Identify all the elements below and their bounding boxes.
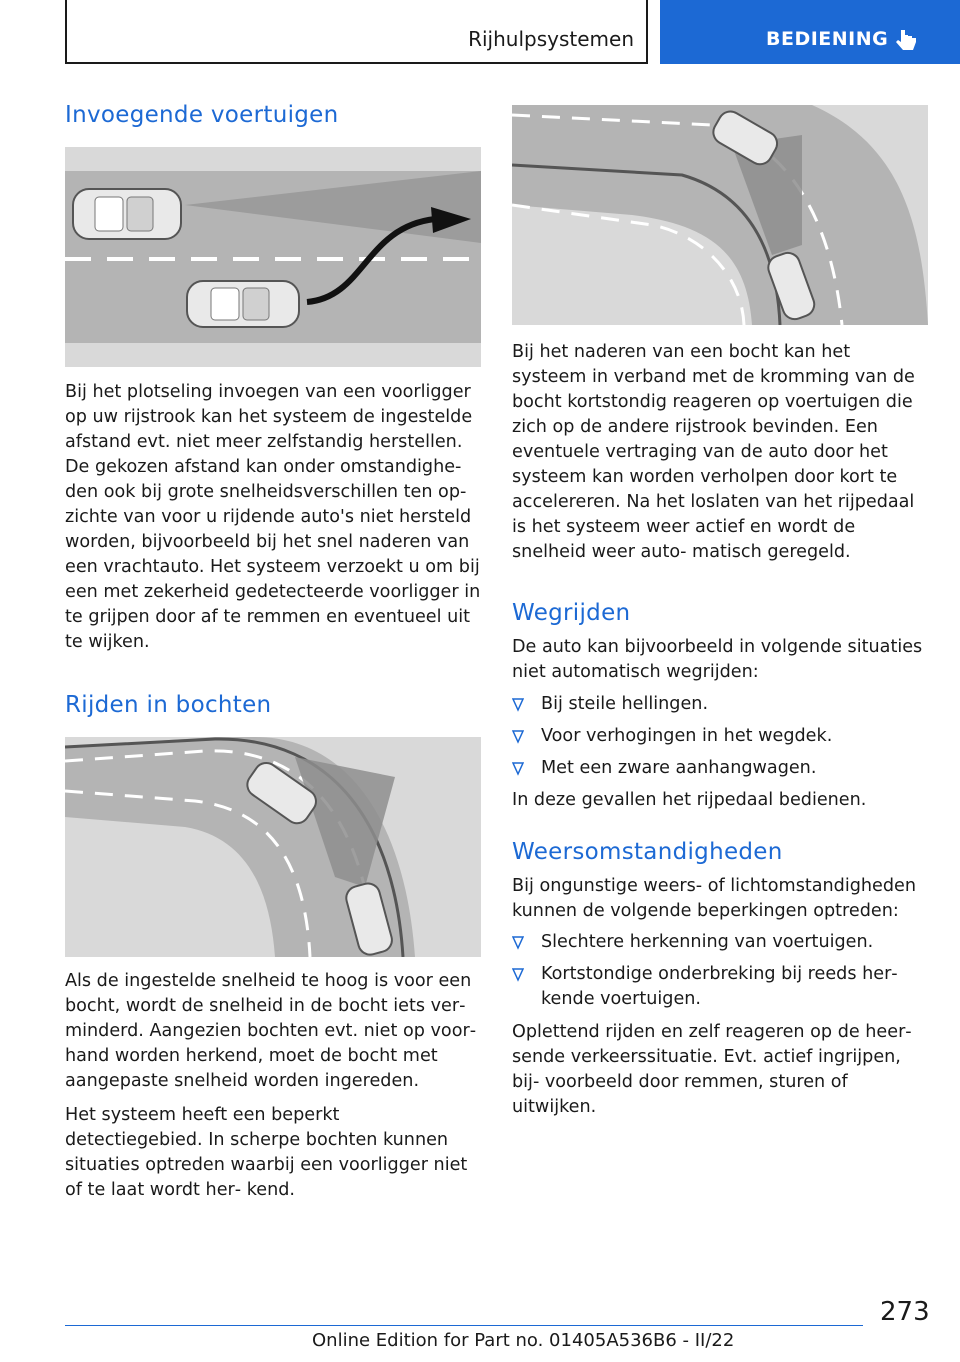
list-item-text: Voor verhogingen in het wegdek. xyxy=(541,726,833,746)
paragraph-detection-area: Het systeem heeft een beperkt detectiegebied. In scherpe bochten kunnen situaties optreden waarbij een voorligger niet of te laat wordt her‐ kend. xyxy=(65,1105,468,1200)
page-number: 273 xyxy=(880,1297,930,1327)
heading-invoegende-voertuigen: Invoegende voertuigen xyxy=(65,102,339,128)
triangle-bullet-icon xyxy=(512,936,524,950)
figure-merging-vehicle xyxy=(65,147,481,367)
list-item-text: Slechtere herkenning van voertuigen. xyxy=(541,932,874,952)
list-item-text: Bij steile hellingen. xyxy=(541,694,709,714)
paragraph-attentive-driving: Oplettend rijden en zelf reageren op de heer‐ sende verkeerssituatie. Evt. actief ingrijpen, bij‐ voorbeeld door remmen, sturen of uitwijken. xyxy=(512,1022,912,1117)
triangle-bullet-icon xyxy=(512,968,524,982)
hand-pointer-icon xyxy=(895,28,921,54)
header-chapter-title: BEDIENING xyxy=(766,28,889,50)
figure-curve-driving xyxy=(65,737,481,957)
paragraph-curve-other-lane: Bij het naderen van een bocht kan het systeem in verband met de kromming van de bocht kortstondig reageren op voertuigen die zich op de andere rijstrook bevinden. Een eventuele vertraging van de auto door het systeem kan worden verholpen door kort te accelereren. Na het loslaten van het rijpedaal is het systeem weer actief en wordt de snelheid weer auto‐ matisch geregeld. xyxy=(512,342,915,562)
list-item xyxy=(512,962,928,1012)
paragraph-wegrijden-intro: De auto kan bijvoorbeeld in volgende situaties niet automatisch wegrijden: xyxy=(512,637,923,682)
list-item-text: Kortstondige onderbreking bij reeds her‐ kende voertuigen. xyxy=(541,964,898,1009)
triangle-bullet-icon xyxy=(512,698,524,712)
triangle-bullet-icon xyxy=(512,762,524,776)
heading-wegrijden: Wegrijden xyxy=(512,600,631,626)
list-item-text: Met een zware aanhangwagen. xyxy=(541,758,817,778)
paragraph-curve-speed: Als de ingestelde snelheid te hoog is voor een bocht, wordt de snelheid in de bocht iets ver‐ minderd. Aangezien bochten evt. niet op voor‐ hand worden herkend, moet de bocht met aangepaste snelheid worden ingereden. xyxy=(65,971,477,1091)
car-icon xyxy=(187,281,299,327)
list-item xyxy=(512,724,928,749)
paragraph-weather-intro: Bij ongunstige weers- of lichtomstandigheden kunnen de volgende beperkingen optreden: xyxy=(512,876,917,921)
list-item xyxy=(512,756,928,781)
list-item xyxy=(512,930,928,955)
footer-edition: Online Edition for Part no. 01405A536B6 - II/22 xyxy=(312,1330,735,1351)
header-section-title: Rijhulpsystemen xyxy=(468,27,634,51)
heading-weersomstandigheden: Weersomstandigheden xyxy=(512,839,783,865)
heading-rijden-in-bochten: Rijden in bochten xyxy=(65,692,272,718)
triangle-bullet-icon xyxy=(512,730,524,744)
paragraph-pedal: In deze gevallen het rijpedaal bedienen. xyxy=(512,790,867,810)
list-wegrijden xyxy=(512,692,928,788)
list-weather xyxy=(512,930,928,1019)
list-item xyxy=(512,692,928,717)
paragraph-merging: Bij het plotseling invoegen van een voorligger op uw rijstrook kan het systeem de ingestelde afstand evt. niet meer zelfstandig herstellen. De gekozen afstand kan onder omstandighe‐ den ook bij grote snelheidsverschillen ten op‐ zichte van voor u rijdende auto's niet hersteld worden, bijvoorbeeld bij het snel naderen van een vrachtauto. Het systeem verzoekt u om bij een met zekerheid gedetecteerde voorligger in te grijpen door af te remmen en eventueel uit te wijken. xyxy=(65,382,481,652)
car-icon xyxy=(73,189,181,239)
footer-rule xyxy=(65,1325,863,1326)
figure-curve-other-lane xyxy=(512,105,928,325)
header-section-box xyxy=(65,0,648,64)
